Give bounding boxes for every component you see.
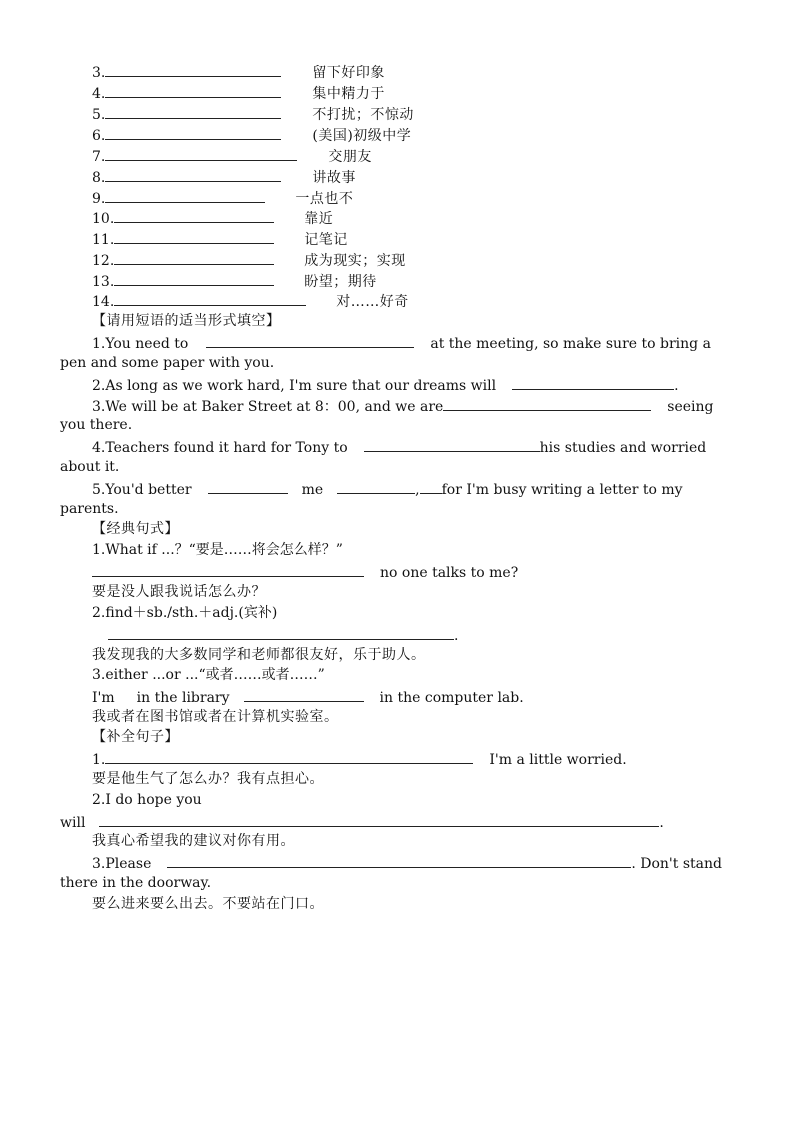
fill-question-2 (92, 374, 679, 394)
phrase-row (92, 270, 377, 290)
answer-blank[interactable] (105, 61, 281, 77)
classic-pattern-3: 3.either ...or ...“或者……或者……” (92, 667, 325, 683)
question-text: me (301, 482, 324, 498)
answer-blank[interactable] (108, 624, 454, 640)
fill-question-5-cont: parents. (60, 501, 119, 517)
fill-question-3-cont: you there. (60, 417, 133, 433)
answer-blank[interactable] (420, 478, 442, 494)
question-text: will (60, 815, 86, 831)
phrase-row (92, 61, 385, 81)
phrase-meaning: 盼望；期待 (304, 274, 377, 290)
phrase-number: 11. (92, 232, 115, 248)
phrase-meaning: 集中精力于 (312, 86, 385, 102)
phrase-row (92, 228, 348, 248)
answer-blank[interactable] (114, 290, 306, 306)
classic-pattern-1: 1.What if ...？“要是……将会怎么样？” (92, 542, 343, 558)
answer-blank[interactable] (208, 478, 288, 494)
question-text: I'm (92, 690, 115, 706)
complete-question-2-cont (60, 811, 664, 831)
fill-question-4-cont: about it. (60, 459, 120, 475)
phrase-row (92, 103, 414, 123)
phrase-number: 6. (92, 128, 106, 144)
fill-question-1-cont: pen and some paper with you. (60, 355, 275, 371)
phrase-row (92, 124, 411, 144)
question-text: 5.You'd better (92, 482, 192, 498)
answer-blank[interactable] (364, 436, 540, 452)
answer-blank[interactable] (167, 852, 631, 868)
classic-pattern-2-translation: 我发现我的大多数同学和老师都很友好，乐于助人。 (92, 647, 426, 663)
classic-pattern-1-sentence (92, 561, 518, 581)
question-text: 3.We will be at Baker Street at 8：00, and we are (92, 399, 444, 415)
question-text: . Don't stand (631, 856, 722, 872)
phrase-number: 12. (92, 253, 115, 269)
section-heading-fill: 【请用短语的适当形式填空】 (92, 313, 281, 329)
question-text: . (454, 628, 459, 644)
phrase-number: 13. (92, 274, 115, 290)
classic-pattern-1-translation: 要是没人跟我说话怎么办？ (92, 584, 266, 600)
classic-pattern-2: 2.find＋sb./sth.＋adj.(宾补) (92, 605, 278, 621)
section-heading-classic: 【经典句式】 (92, 521, 179, 537)
answer-blank[interactable] (114, 270, 274, 286)
answer-blank[interactable] (92, 561, 364, 577)
question-text: 1.You need to (92, 336, 189, 352)
question-text: 1. (92, 752, 106, 768)
answer-blank[interactable] (114, 228, 274, 244)
question-text: . (659, 815, 664, 831)
phrase-row (92, 207, 333, 227)
answer-blank[interactable] (105, 187, 265, 203)
classic-pattern-3-translation: 我或者在图书馆或者在计算机实验室。 (92, 709, 339, 725)
phrase-meaning: 不打扰；不惊动 (312, 107, 414, 123)
question-text: in the library (136, 690, 230, 706)
complete-question-1-translation: 要是他生气了怎么办？我有点担心。 (92, 771, 324, 787)
answer-blank[interactable] (337, 478, 415, 494)
question-text: no one talks to me? (380, 565, 519, 581)
phrase-meaning: 对……好奇 (336, 294, 409, 310)
answer-blank[interactable] (99, 811, 659, 827)
answer-blank[interactable] (206, 332, 414, 348)
answer-blank[interactable] (512, 374, 674, 390)
phrase-meaning: (美国)初级中学 (312, 128, 412, 144)
question-text: I'm a little worried. (489, 752, 627, 768)
question-text: . (674, 378, 679, 394)
answer-blank[interactable] (105, 166, 281, 182)
phrase-row (92, 249, 406, 269)
question-text: , (415, 482, 420, 498)
answer-blank[interactable] (105, 103, 281, 119)
phrase-number: 3. (92, 65, 106, 81)
phrase-meaning: 留下好印象 (312, 65, 385, 81)
phrase-number: 8. (92, 170, 106, 186)
answer-blank[interactable] (105, 748, 473, 764)
phrase-number: 9. (92, 191, 106, 207)
phrase-row (92, 166, 356, 186)
phrase-row (92, 187, 353, 207)
answer-blank[interactable] (443, 395, 651, 411)
answer-blank[interactable] (105, 82, 281, 98)
phrase-row (92, 82, 385, 102)
phrase-meaning: 靠近 (304, 211, 334, 227)
complete-question-2-translation: 我真心希望我的建议对你有用。 (92, 833, 295, 849)
phrase-meaning: 一点也不 (295, 191, 354, 207)
phrase-row (92, 145, 372, 165)
question-text: for I'm busy writing a letter to my (441, 482, 683, 498)
fill-question-4 (92, 436, 706, 456)
question-text: in the computer lab. (379, 690, 524, 706)
fill-question-3 (92, 395, 714, 415)
question-text: at the meeting, so make sure to bring a (430, 336, 711, 352)
answer-blank[interactable] (105, 145, 297, 161)
question-text: 2.As long as we work hard, I'm sure that our dreams will (92, 378, 497, 394)
question-text: seeing (667, 399, 714, 415)
complete-question-3 (92, 852, 722, 872)
phrase-number: 14. (92, 294, 115, 310)
phrase-number: 4. (92, 86, 106, 102)
phrase-number: 10. (92, 211, 115, 227)
phrase-number: 7. (92, 149, 106, 165)
fill-question-1 (92, 332, 711, 352)
question-text: 3.Please (92, 856, 152, 872)
answer-blank[interactable] (244, 686, 364, 702)
complete-question-1 (92, 748, 627, 768)
fill-question-5 (92, 478, 683, 498)
answer-blank[interactable] (114, 249, 274, 265)
question-text: his studies and worried (539, 440, 707, 456)
phrase-meaning: 记笔记 (304, 232, 348, 248)
phrase-row (92, 290, 409, 310)
section-heading-complete: 【补全句子】 (92, 729, 179, 745)
complete-question-3-cont: there in the doorway. (60, 875, 212, 891)
answer-blank[interactable] (105, 124, 281, 140)
classic-pattern-3-sentence (92, 686, 524, 706)
phrase-meaning: 讲故事 (312, 170, 356, 186)
question-text: 4.Teachers found it hard for Tony to (92, 440, 348, 456)
complete-question-3-translation: 要么进来要么出去。不要站在门口。 (92, 896, 324, 912)
phrase-meaning: 交朋友 (328, 149, 372, 165)
phrase-number: 5. (92, 107, 106, 123)
answer-blank[interactable] (114, 207, 274, 223)
phrase-meaning: 成为现实；实现 (304, 253, 406, 269)
classic-pattern-2-sentence (92, 624, 458, 644)
complete-question-2: 2.I do hope you (92, 792, 202, 808)
